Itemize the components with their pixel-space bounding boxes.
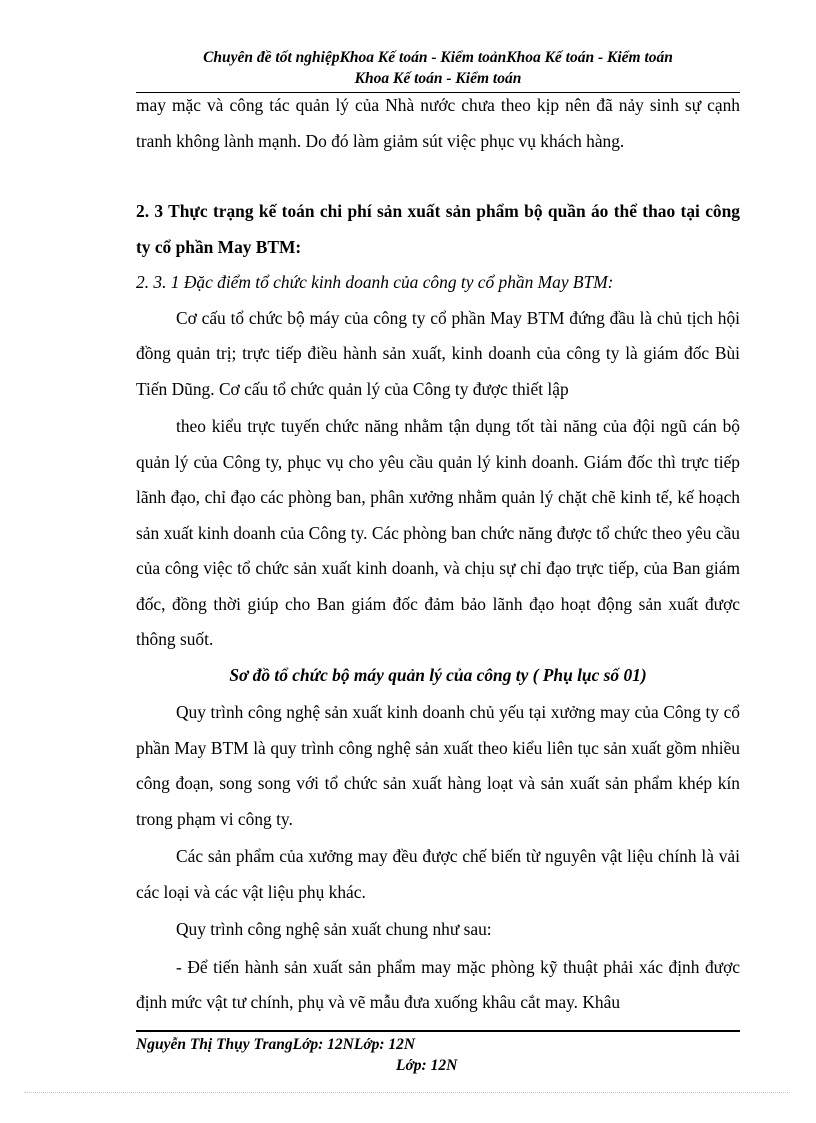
document-body (136, 88, 740, 1021)
page-footer (136, 1034, 740, 1076)
subsection-heading: 2. 3. 1 Đặc điểm tổ chức kinh doanh của công ty cổ phần May BTM: (136, 272, 614, 292)
paragraph-management: theo kiểu trực tuyến chức năng nhằm tận dụng tốt tài năng của đội ngũ cán bộ quản lý của Công ty, phục vụ cho yêu cầu quản lý kinh doanh. Giám đốc thì trực tiếp lãnh đạo, chỉ đạo các phòng ban, phân xưởng nhằm quản lý chặt chẽ kinh tế, kế hoạch sản xuất kinh doanh của Công ty. Các phòng ban chức năng được tổ chức theo yêu cầu của công việc tổ chức sản xuất kinh doanh, và chịu sự chỉ đạo trực tiếp, của Ban giám đốc, đồng thời giúp cho Ban giám đốc đảm bảo lãnh đạo hoạt động sản xuất được thông suốt. (136, 416, 740, 649)
paragraph-products: Các sản phẩm của xưởng may đều được chế biến từ nguyên vật liệu chính là vải các loại và các vật liệu phụ khác. (136, 846, 740, 902)
footer-line-1: Nguyễn Thị Thụy TrangLớp: 12NLớp: 12N (136, 1036, 416, 1053)
blank-line (136, 159, 740, 194)
section-heading: 2. 3 Thực trạng kế toán chi phí sản xuất sản phẩm bộ quần áo thể thao tại công ty cổ phần May BTM: (136, 201, 740, 257)
footer-line-2: Lớp: 12N (396, 1057, 458, 1074)
footer-divider (136, 1030, 740, 1032)
intro-paragraph: may mặc và công tác quản lý của Nhà nước chưa theo kịp nên đã nảy sinh sự cạnh tranh không lành mạnh. Do đó làm giảm sút việc phục vụ khách hàng. (136, 95, 740, 151)
header-line-1: Chuyên đề tốt nghiệpKhoa Kế toán - Kiểm toảnKhoa Kế toán - Kiểm toán (203, 49, 673, 66)
paragraph-process-step: - Để tiến hành sản xuất sản phẩm may mặc phòng kỹ thuật phải xác định được định mức vật tư chính, phụ và vẽ mẫu đưa xuống khâu cắt may. Khâu (136, 956, 740, 1012)
paragraph-process-intro: Quy trình công nghệ sản xuất chung như sau: (176, 919, 492, 939)
page-bottom-border (24, 1092, 790, 1093)
diagram-title: Sơ đồ tổ chức bộ máy quản lý của công ty ( Phụ lục số 01) (229, 664, 647, 685)
paragraph-org-structure: Cơ cấu tổ chức bộ máy của công ty cổ phần May BTM đứng đầu là chủ tịch hội đồng quản trị; trực tiếp điều hành sản xuất, kinh doanh của công ty là giám đốc Bùi Tiến Dũng. Cơ cấu tổ chức quản lý của Công ty được thiết lập (136, 307, 740, 399)
paragraph-production-process: Quy trình công nghệ sản xuất kinh doanh chủ yếu tại xưởng may của Công ty cổ phần May BTM là quy trình công nghệ sản xuất theo kiểu liên tục sản xuất gồm nhiều công đoạn, song song với tổ chức sản xuất hàng loạt và sản xuất sản phẩm khép kín trong phạm vi công ty. (136, 702, 740, 829)
header-line-2: Khoa Kế toán - Kiểm toán (354, 70, 522, 87)
page-header (136, 47, 740, 89)
